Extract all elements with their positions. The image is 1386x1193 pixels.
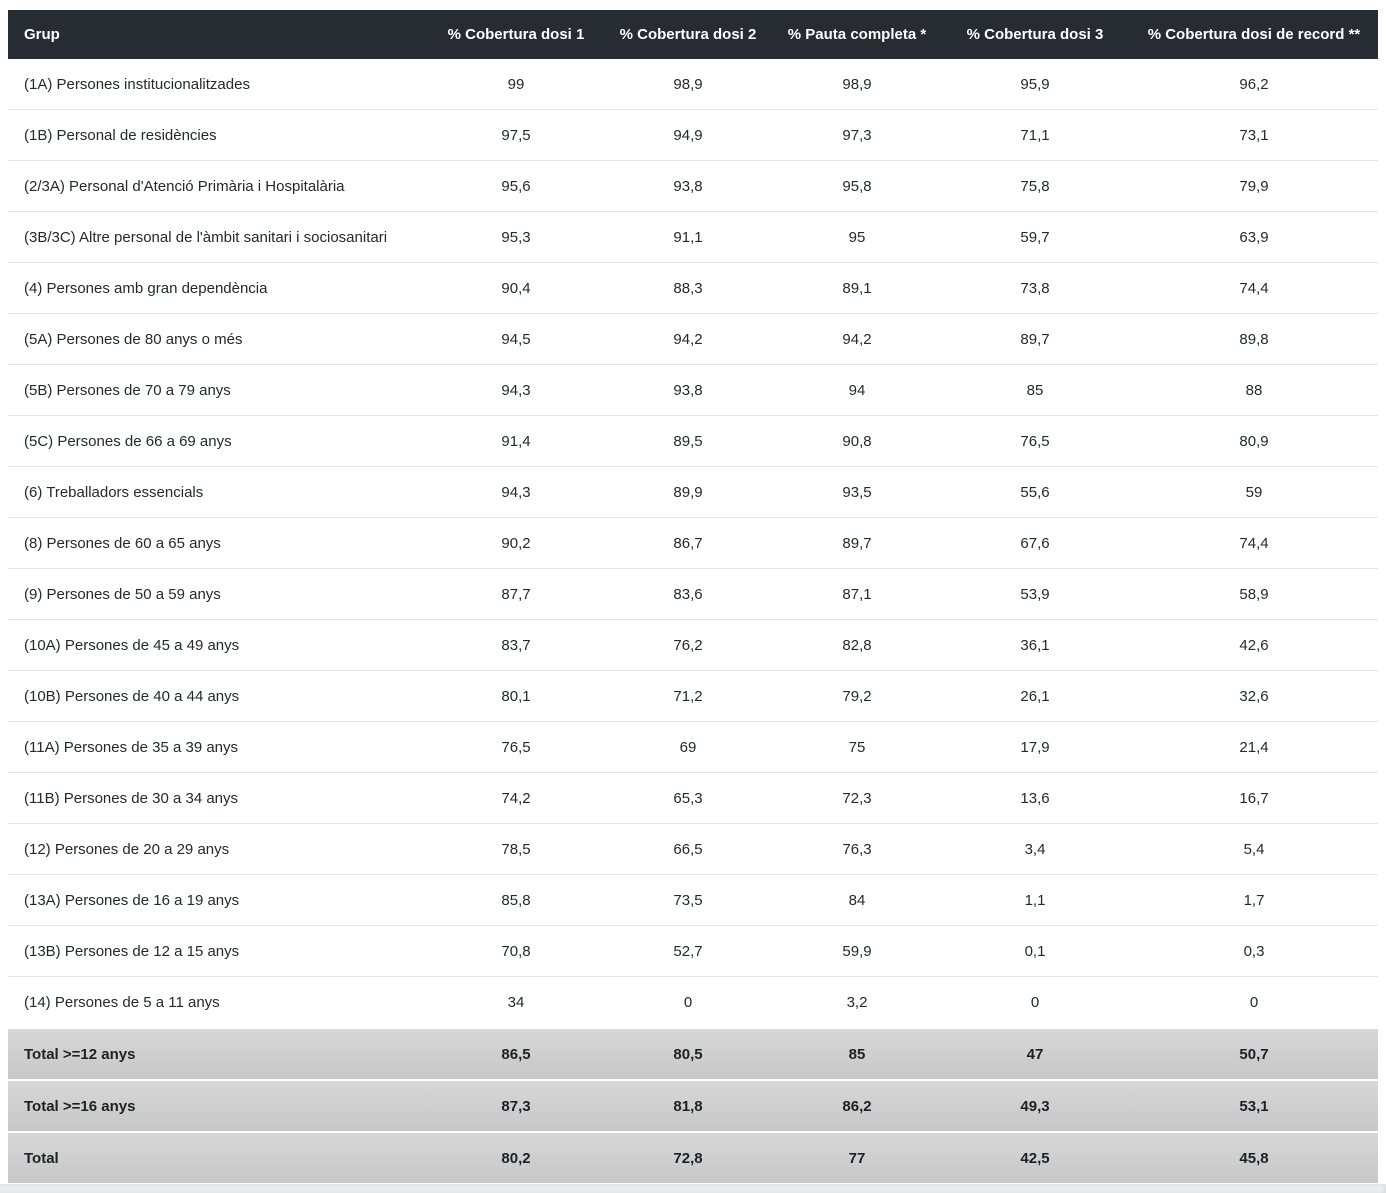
value-cell-dosi2: 71,2 bbox=[602, 671, 774, 722]
group-cell: (14) Persones de 5 a 11 anys bbox=[8, 977, 430, 1029]
value-cell-dosi3: 95,9 bbox=[940, 59, 1130, 110]
group-cell: (3B/3C) Altre personal de l'àmbit sanitari i sociosanitari bbox=[8, 212, 430, 263]
group-cell: (10A) Persones de 45 a 49 anys bbox=[8, 620, 430, 671]
group-cell: (5C) Persones de 66 a 69 anys bbox=[8, 416, 430, 467]
value-cell-dosi3: 55,6 bbox=[940, 467, 1130, 518]
value-cell-dosi3: 76,5 bbox=[940, 416, 1130, 467]
value-cell-dosi1: 94,3 bbox=[430, 365, 602, 416]
value-cell-dosi1: 85,8 bbox=[430, 875, 602, 926]
value-cell-dosi2: 66,5 bbox=[602, 824, 774, 875]
table-row bbox=[8, 926, 1378, 977]
value-cell-pauta-completa: 87,1 bbox=[774, 569, 940, 620]
value-cell-pauta-completa: 76,3 bbox=[774, 824, 940, 875]
value-cell-dosi3: 26,1 bbox=[940, 671, 1130, 722]
value-cell-dosi-record: 89,8 bbox=[1130, 314, 1378, 365]
column-header-dosi1: % Cobertura dosi 1 bbox=[430, 10, 602, 59]
value-cell-dosi1: 80,1 bbox=[430, 671, 602, 722]
group-cell: Total >=16 anys bbox=[8, 1080, 430, 1132]
value-cell-dosi1: 83,7 bbox=[430, 620, 602, 671]
value-cell-pauta-completa: 89,1 bbox=[774, 263, 940, 314]
value-cell-dosi1: 99 bbox=[430, 59, 602, 110]
value-cell-dosi2: 91,1 bbox=[602, 212, 774, 263]
value-cell-dosi1: 90,4 bbox=[430, 263, 602, 314]
page-bottom-strip bbox=[0, 1184, 1386, 1193]
value-cell-dosi-record: 74,4 bbox=[1130, 263, 1378, 314]
value-cell-dosi-record: 1,7 bbox=[1130, 875, 1378, 926]
value-cell-dosi3: 89,7 bbox=[940, 314, 1130, 365]
value-cell-pauta-completa: 75 bbox=[774, 722, 940, 773]
value-cell-dosi2: 93,8 bbox=[602, 365, 774, 416]
value-cell-dosi-record: 58,9 bbox=[1130, 569, 1378, 620]
value-cell-dosi3: 85 bbox=[940, 365, 1130, 416]
value-cell-dosi-record: 63,9 bbox=[1130, 212, 1378, 263]
table-row bbox=[8, 773, 1378, 824]
table-row bbox=[8, 722, 1378, 773]
group-cell: (1B) Personal de residències bbox=[8, 110, 430, 161]
value-cell-dosi-record: 59 bbox=[1130, 467, 1378, 518]
value-cell-dosi-record: 0,3 bbox=[1130, 926, 1378, 977]
column-header-dosi3: % Cobertura dosi 3 bbox=[940, 10, 1130, 59]
value-cell-pauta-completa: 79,2 bbox=[774, 671, 940, 722]
table-row bbox=[8, 416, 1378, 467]
column-header-dosi2: % Cobertura dosi 2 bbox=[602, 10, 774, 59]
value-cell-pauta-completa: 85 bbox=[774, 1028, 940, 1080]
value-cell-dosi2: 76,2 bbox=[602, 620, 774, 671]
value-cell-dosi3: 0,1 bbox=[940, 926, 1130, 977]
value-cell-dosi-record: 96,2 bbox=[1130, 59, 1378, 110]
value-cell-pauta-completa: 77 bbox=[774, 1132, 940, 1183]
value-cell-dosi3: 71,1 bbox=[940, 110, 1130, 161]
group-cell: (11A) Persones de 35 a 39 anys bbox=[8, 722, 430, 773]
value-cell-dosi3: 13,6 bbox=[940, 773, 1130, 824]
table-row bbox=[8, 875, 1378, 926]
value-cell-dosi-record: 42,6 bbox=[1130, 620, 1378, 671]
table-row bbox=[8, 314, 1378, 365]
group-cell: Total >=12 anys bbox=[8, 1028, 430, 1080]
value-cell-dosi1: 91,4 bbox=[430, 416, 602, 467]
value-cell-dosi1: 94,3 bbox=[430, 467, 602, 518]
total-row bbox=[8, 1080, 1378, 1132]
table-row bbox=[8, 467, 1378, 518]
table-row bbox=[8, 212, 1378, 263]
value-cell-dosi1: 97,5 bbox=[430, 110, 602, 161]
table-row bbox=[8, 824, 1378, 875]
value-cell-dosi3: 1,1 bbox=[940, 875, 1130, 926]
value-cell-dosi1: 90,2 bbox=[430, 518, 602, 569]
value-cell-dosi-record: 5,4 bbox=[1130, 824, 1378, 875]
total-row bbox=[8, 1132, 1378, 1183]
group-cell: (1A) Persones institucionalitzades bbox=[8, 59, 430, 110]
value-cell-dosi-record: 45,8 bbox=[1130, 1132, 1378, 1183]
table-row bbox=[8, 59, 1378, 110]
table-body bbox=[8, 59, 1378, 1183]
value-cell-pauta-completa: 98,9 bbox=[774, 59, 940, 110]
group-cell: (8) Persones de 60 a 65 anys bbox=[8, 518, 430, 569]
value-cell-dosi3: 17,9 bbox=[940, 722, 1130, 773]
table-row bbox=[8, 263, 1378, 314]
value-cell-dosi2: 94,2 bbox=[602, 314, 774, 365]
value-cell-dosi-record: 50,7 bbox=[1130, 1028, 1378, 1080]
value-cell-pauta-completa: 82,8 bbox=[774, 620, 940, 671]
vaccination-coverage-table bbox=[8, 10, 1378, 1183]
value-cell-dosi1: 95,6 bbox=[430, 161, 602, 212]
value-cell-dosi3: 49,3 bbox=[940, 1080, 1130, 1132]
table-row bbox=[8, 977, 1378, 1029]
value-cell-dosi3: 59,7 bbox=[940, 212, 1130, 263]
table-row bbox=[8, 620, 1378, 671]
value-cell-dosi2: 80,5 bbox=[602, 1028, 774, 1080]
value-cell-dosi2: 65,3 bbox=[602, 773, 774, 824]
table-row bbox=[8, 365, 1378, 416]
value-cell-dosi1: 87,3 bbox=[430, 1080, 602, 1132]
value-cell-dosi2: 89,9 bbox=[602, 467, 774, 518]
value-cell-pauta-completa: 3,2 bbox=[774, 977, 940, 1029]
value-cell-dosi3: 36,1 bbox=[940, 620, 1130, 671]
value-cell-dosi3: 53,9 bbox=[940, 569, 1130, 620]
table-row bbox=[8, 161, 1378, 212]
value-cell-pauta-completa: 84 bbox=[774, 875, 940, 926]
value-cell-dosi-record: 21,4 bbox=[1130, 722, 1378, 773]
value-cell-dosi2: 72,8 bbox=[602, 1132, 774, 1183]
group-cell: (5B) Persones de 70 a 79 anys bbox=[8, 365, 430, 416]
table-header bbox=[8, 10, 1378, 59]
value-cell-dosi-record: 88 bbox=[1130, 365, 1378, 416]
value-cell-dosi1: 74,2 bbox=[430, 773, 602, 824]
value-cell-dosi2: 93,8 bbox=[602, 161, 774, 212]
value-cell-pauta-completa: 90,8 bbox=[774, 416, 940, 467]
value-cell-dosi3: 67,6 bbox=[940, 518, 1130, 569]
value-cell-dosi2: 86,7 bbox=[602, 518, 774, 569]
value-cell-pauta-completa: 95,8 bbox=[774, 161, 940, 212]
value-cell-dosi-record: 0 bbox=[1130, 977, 1378, 1029]
value-cell-dosi2: 81,8 bbox=[602, 1080, 774, 1132]
value-cell-dosi-record: 32,6 bbox=[1130, 671, 1378, 722]
value-cell-dosi-record: 74,4 bbox=[1130, 518, 1378, 569]
value-cell-dosi1: 86,5 bbox=[430, 1028, 602, 1080]
value-cell-dosi2: 73,5 bbox=[602, 875, 774, 926]
value-cell-dosi3: 73,8 bbox=[940, 263, 1130, 314]
value-cell-dosi1: 70,8 bbox=[430, 926, 602, 977]
group-cell: (13A) Persones de 16 a 19 anys bbox=[8, 875, 430, 926]
value-cell-dosi-record: 80,9 bbox=[1130, 416, 1378, 467]
value-cell-dosi2: 94,9 bbox=[602, 110, 774, 161]
value-cell-pauta-completa: 59,9 bbox=[774, 926, 940, 977]
value-cell-dosi3: 75,8 bbox=[940, 161, 1130, 212]
value-cell-dosi-record: 73,1 bbox=[1130, 110, 1378, 161]
column-header-grup: Grup bbox=[8, 10, 430, 59]
value-cell-pauta-completa: 72,3 bbox=[774, 773, 940, 824]
table-row bbox=[8, 110, 1378, 161]
column-header-pauta-completa: % Pauta completa * bbox=[774, 10, 940, 59]
value-cell-dosi2: 0 bbox=[602, 977, 774, 1029]
group-cell: (5A) Persones de 80 anys o més bbox=[8, 314, 430, 365]
value-cell-pauta-completa: 94 bbox=[774, 365, 940, 416]
value-cell-dosi3: 47 bbox=[940, 1028, 1130, 1080]
value-cell-dosi1: 78,5 bbox=[430, 824, 602, 875]
group-cell: (2/3A) Personal d'Atenció Primària i Hospitalària bbox=[8, 161, 430, 212]
value-cell-dosi-record: 16,7 bbox=[1130, 773, 1378, 824]
value-cell-dosi1: 87,7 bbox=[430, 569, 602, 620]
group-cell: (10B) Persones de 40 a 44 anys bbox=[8, 671, 430, 722]
value-cell-dosi3: 42,5 bbox=[940, 1132, 1130, 1183]
value-cell-dosi2: 88,3 bbox=[602, 263, 774, 314]
value-cell-pauta-completa: 94,2 bbox=[774, 314, 940, 365]
value-cell-dosi2: 52,7 bbox=[602, 926, 774, 977]
group-cell: Total bbox=[8, 1132, 430, 1183]
value-cell-dosi2: 89,5 bbox=[602, 416, 774, 467]
table-row bbox=[8, 671, 1378, 722]
group-cell: (12) Persones de 20 a 29 anys bbox=[8, 824, 430, 875]
value-cell-dosi3: 3,4 bbox=[940, 824, 1130, 875]
group-cell: (11B) Persones de 30 a 34 anys bbox=[8, 773, 430, 824]
group-cell: (6) Treballadors essencials bbox=[8, 467, 430, 518]
table-row bbox=[8, 569, 1378, 620]
total-row bbox=[8, 1028, 1378, 1080]
value-cell-dosi-record: 79,9 bbox=[1130, 161, 1378, 212]
value-cell-pauta-completa: 93,5 bbox=[774, 467, 940, 518]
value-cell-dosi1: 76,5 bbox=[430, 722, 602, 773]
value-cell-dosi-record: 53,1 bbox=[1130, 1080, 1378, 1132]
value-cell-pauta-completa: 86,2 bbox=[774, 1080, 940, 1132]
value-cell-dosi1: 94,5 bbox=[430, 314, 602, 365]
value-cell-dosi2: 98,9 bbox=[602, 59, 774, 110]
value-cell-pauta-completa: 95 bbox=[774, 212, 940, 263]
value-cell-dosi2: 83,6 bbox=[602, 569, 774, 620]
header-row bbox=[8, 10, 1378, 59]
column-header-dosi-record: % Cobertura dosi de record ** bbox=[1130, 10, 1378, 59]
value-cell-dosi1: 34 bbox=[430, 977, 602, 1029]
value-cell-dosi1: 95,3 bbox=[430, 212, 602, 263]
group-cell: (4) Persones amb gran dependència bbox=[8, 263, 430, 314]
value-cell-pauta-completa: 89,7 bbox=[774, 518, 940, 569]
table-row bbox=[8, 518, 1378, 569]
value-cell-dosi2: 69 bbox=[602, 722, 774, 773]
value-cell-pauta-completa: 97,3 bbox=[774, 110, 940, 161]
value-cell-dosi3: 0 bbox=[940, 977, 1130, 1029]
group-cell: (13B) Persones de 12 a 15 anys bbox=[8, 926, 430, 977]
group-cell: (9) Persones de 50 a 59 anys bbox=[8, 569, 430, 620]
value-cell-dosi1: 80,2 bbox=[430, 1132, 602, 1183]
